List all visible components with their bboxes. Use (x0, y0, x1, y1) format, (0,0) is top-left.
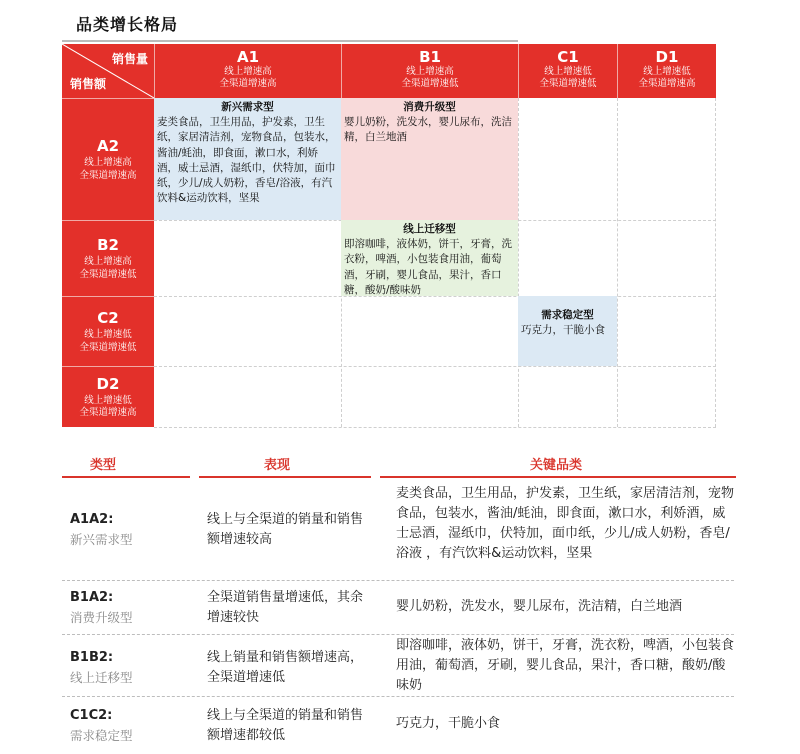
table-row-description: 线上与全渠道的销量和销售额增速都较低 (207, 708, 364, 743)
grid-line (617, 98, 618, 427)
column-line2: 全渠道增速高 (219, 78, 277, 89)
row-header-b2 (62, 220, 154, 296)
table-header-performance: 表现 (264, 458, 291, 473)
column-header-a1 (154, 44, 341, 98)
table-row-type-name: 线上迁移型 (70, 670, 133, 685)
column-header-b1 (341, 44, 518, 98)
column-line1: 线上增速低 (643, 66, 691, 77)
header-underline (199, 476, 371, 478)
table-row-type-name: 消费升级型 (70, 610, 133, 625)
row-line2: 全渠道增速低 (79, 341, 137, 353)
cell-body: 巧克力，干脆小食 (521, 324, 605, 337)
cell-emerging-demand (154, 98, 341, 220)
table-row-description: 线上与全渠道的销量和销售额增速较高 (207, 512, 364, 547)
row-code: C2 (97, 309, 119, 327)
grid-line (715, 98, 716, 427)
row-header-a2 (62, 98, 154, 220)
matrix-corner (62, 44, 154, 98)
cell-consumption-upgrade (341, 98, 518, 220)
table-row-description: 线上销量和销售额增速高，全渠道增速低 (207, 650, 364, 685)
column-code: B1 (419, 48, 441, 66)
row-line1: 线上增速高 (84, 157, 132, 168)
cell-body: 婴儿奶粉，洗发水，婴儿尿布，洗洁精，白兰地酒 (344, 116, 512, 144)
cell-title: 需求稳定型 (541, 309, 594, 321)
page-title: 品类增长格局 (76, 15, 179, 34)
grid-line (154, 366, 716, 367)
table-row-description: 全渠道销售量增速低，其余增速较快 (207, 590, 364, 625)
column-line1: 线上增速高 (224, 66, 272, 77)
row-code: B2 (97, 236, 119, 254)
column-line2: 全渠道增速高 (638, 78, 696, 89)
row-line2: 全渠道增速高 (79, 169, 137, 181)
table-row-code: B1B2: (70, 650, 114, 665)
table-row-key-categories: 巧克力，干脆小食 (396, 716, 501, 731)
table-row-key-categories: 婴儿奶粉，洗发水，婴儿尿布，洗洁精，白兰地酒 (396, 599, 683, 614)
row-separator (62, 696, 734, 697)
table-row-code: A1A2: (70, 512, 114, 527)
cell-body: 即溶咖啡，液体奶，饼干，牙膏，洗衣粉，啤酒，小包装食用油，葡萄酒，牙刷，婴儿食品，果汁，香口糖，酸奶/酸味奶 (344, 238, 512, 296)
grid-line (518, 98, 519, 427)
table-row-key-categories: 麦类食品，卫生用品，护发素，卫生纸，家居清洁剂，宠物食品，包装水，酱油/蚝油，即食面，漱口水，利娇酒，威士忌酒，湿纸巾，伏特加，面巾纸，少儿/成人奶粉，香皂/浴液 ，有汽饮料&运动饮料，坚果 (396, 486, 735, 561)
row-line1: 线上增速低 (84, 394, 132, 406)
grid-line (154, 427, 716, 428)
row-header-c2 (62, 296, 154, 366)
column-line2: 全渠道增速低 (539, 78, 597, 89)
table-row-type-name: 新兴需求型 (70, 532, 133, 547)
column-header-d1 (617, 44, 716, 98)
cell-title: 线上迁移型 (403, 223, 456, 235)
table-row-key-categories: 即溶咖啡，液体奶，饼干，牙膏，洗衣粉，啤酒，小包装食用油，葡萄酒，牙刷，婴儿食品，果汁，香口糖，酸奶/酸味奶 (396, 638, 735, 693)
column-code: C1 (557, 48, 579, 66)
column-code: A1 (236, 48, 260, 66)
column-code: D1 (655, 48, 679, 66)
row-line2: 全渠道增速低 (79, 268, 137, 280)
row-code: A2 (96, 137, 120, 155)
table-row-type-name: 需求稳定型 (70, 728, 133, 743)
table-header-key-categories: 关键品类 (530, 458, 583, 473)
column-line1: 线上增速高 (406, 66, 454, 77)
cell-online-migration (341, 220, 518, 296)
table-header-type: 类型 (90, 458, 117, 473)
row-line2: 全渠道增速高 (79, 407, 137, 418)
row-line1: 线上增速高 (84, 256, 132, 267)
cell-title: 消费升级型 (403, 101, 456, 113)
corner-label-revenue: 销售额 (70, 77, 107, 91)
table-row-code: C1C2: (70, 708, 113, 723)
row-separator (62, 580, 734, 581)
table-row-code: B1A2: (70, 590, 114, 605)
cell-stable-demand (518, 296, 617, 366)
header-underline (380, 476, 736, 478)
cell-body: 麦类食品，卫生用品，护发素，卫生纸，家居清洁剂，宠物食品，包装水，酱油/蚝油，即食面，漱口水，利娇酒，威士忌酒，湿纸巾，伏特加，面巾纸，少儿/成人奶粉，香皂/浴液，有汽饮料&运动饮料，坚果 (157, 116, 336, 205)
column-header-c1 (518, 44, 617, 98)
row-separator (62, 634, 734, 635)
corner-label-volume: 销售量 (111, 52, 148, 66)
title-divider (62, 40, 518, 42)
cell-title: 新兴需求型 (221, 101, 274, 113)
row-header-d2 (62, 366, 154, 427)
row-code: D2 (96, 374, 120, 393)
header-underline (62, 476, 190, 478)
row-line1: 线上增速低 (84, 329, 132, 340)
growth-matrix (62, 44, 716, 427)
column-line1: 线上增速低 (544, 66, 592, 77)
column-line2: 全渠道增速低 (401, 78, 459, 89)
